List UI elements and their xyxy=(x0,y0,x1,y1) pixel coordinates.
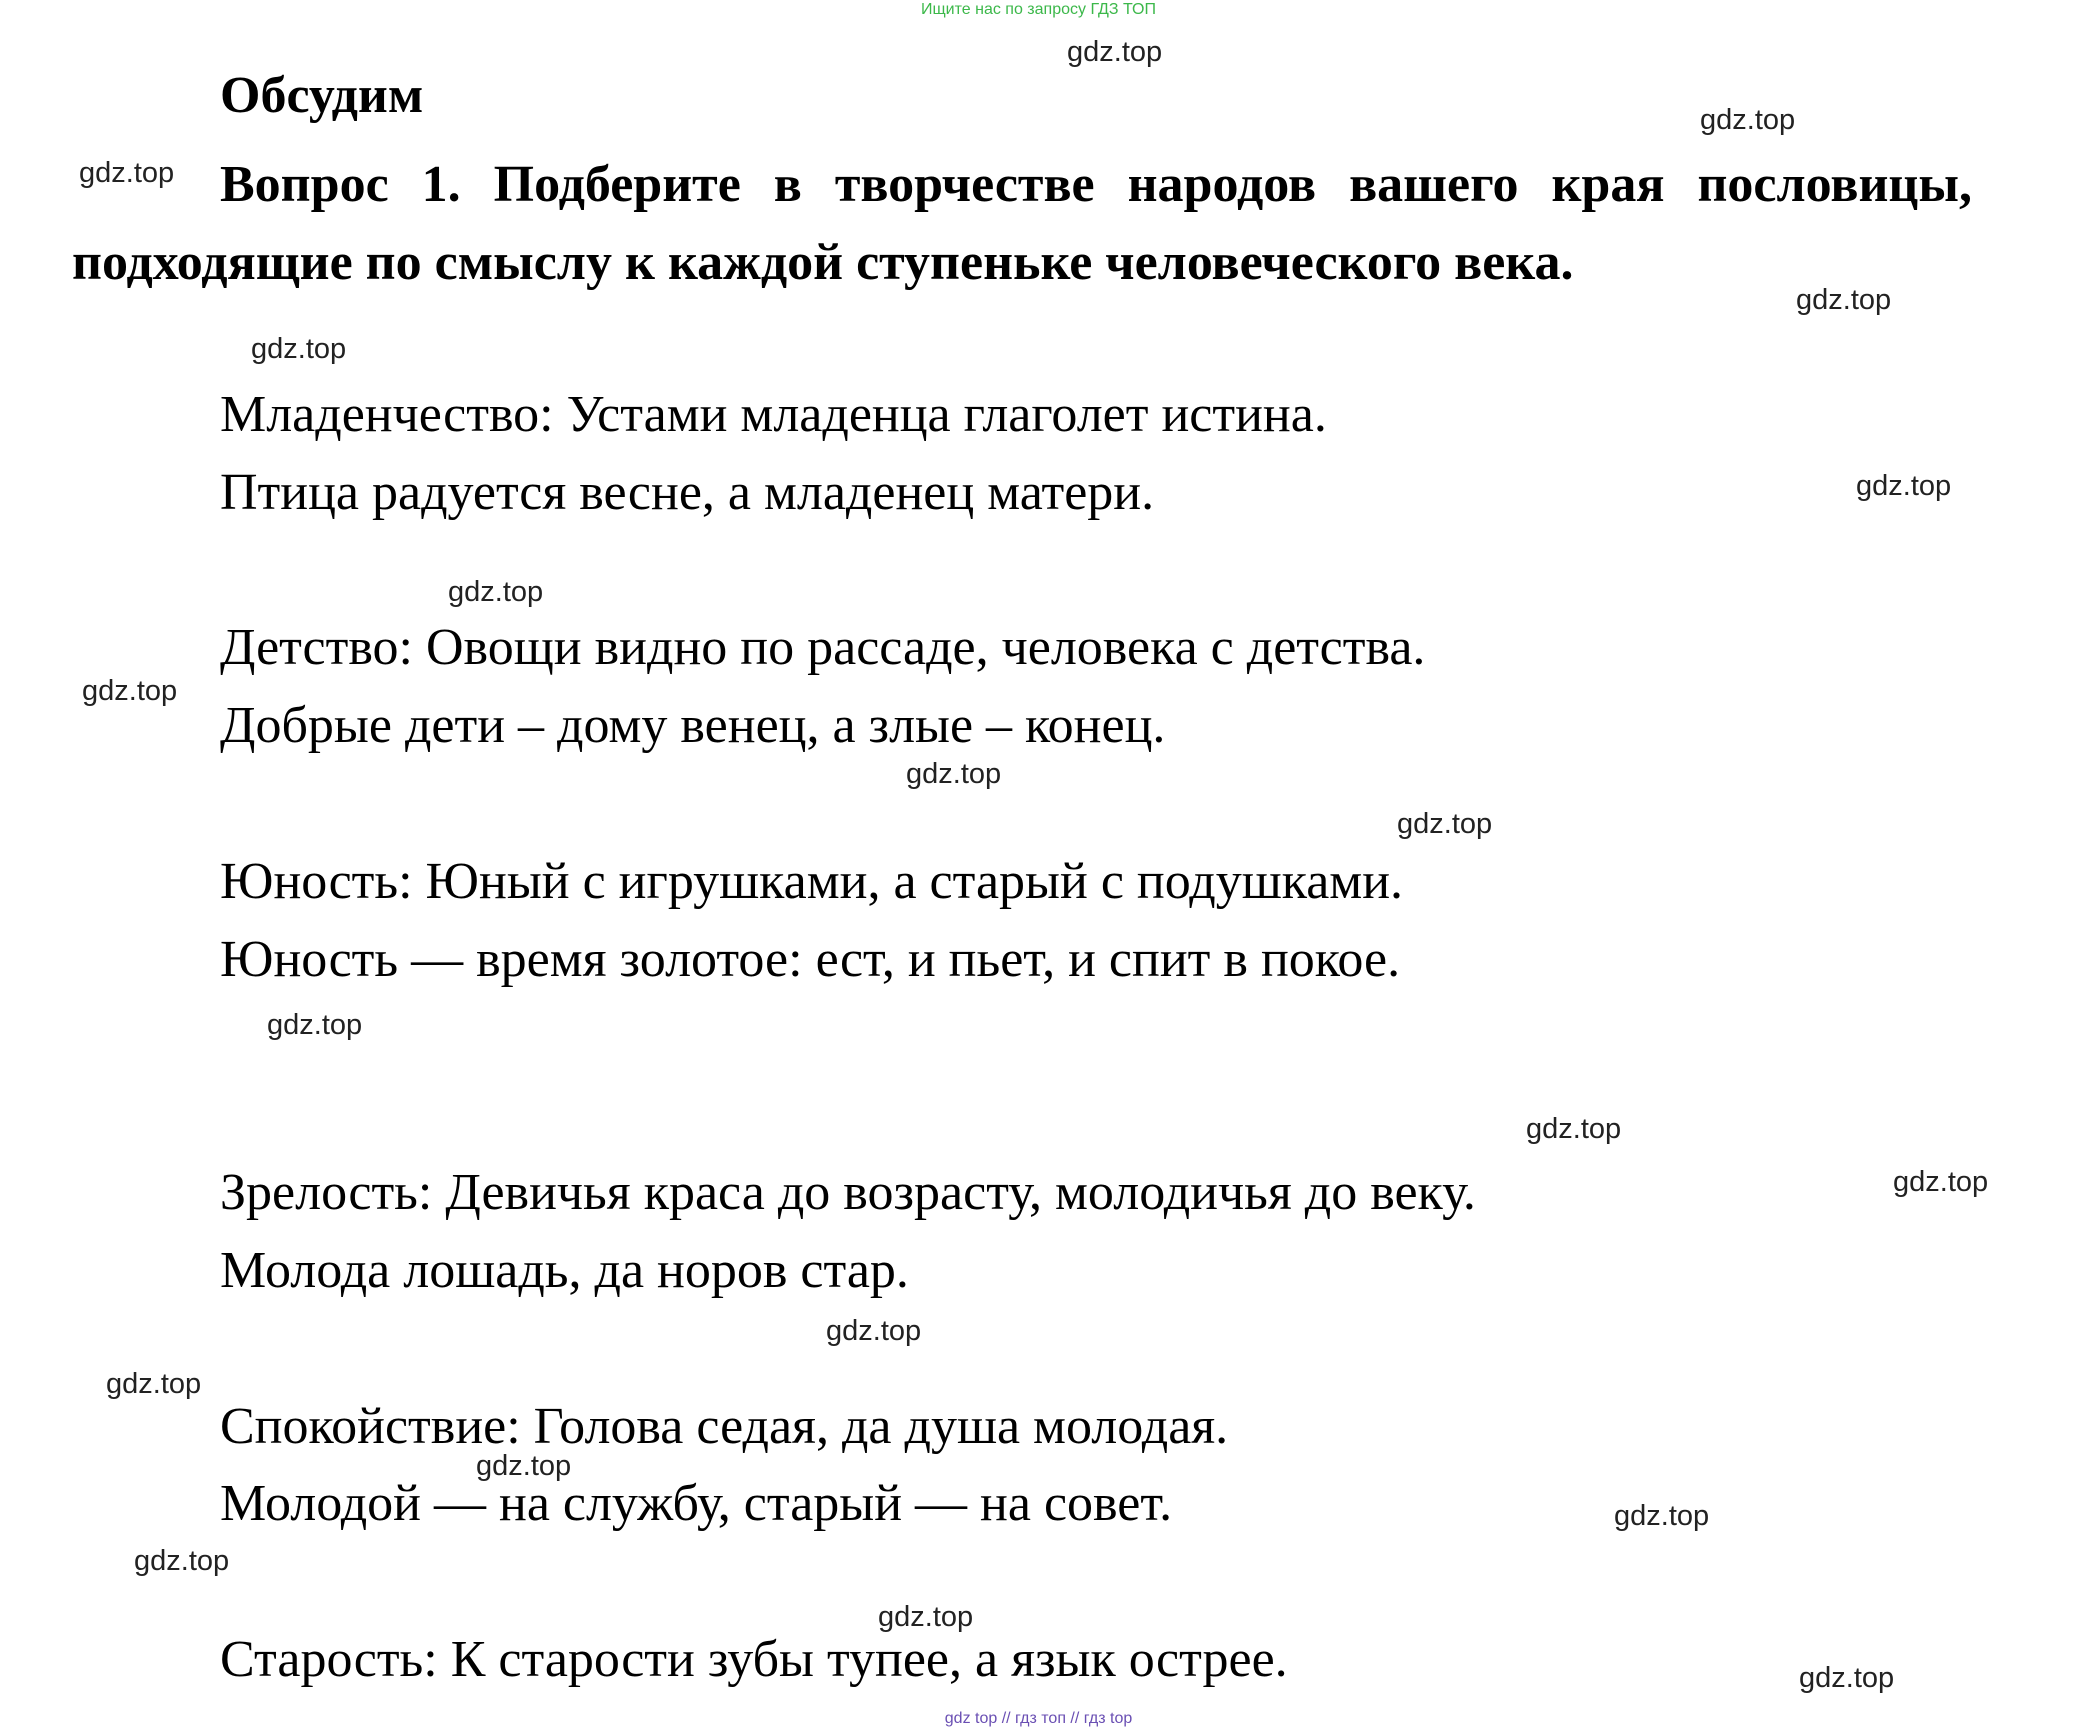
watermark: gdz.top xyxy=(1893,1166,1989,1198)
answer-line: Молодой — на службу, старый — на совет. xyxy=(220,1475,1173,1532)
watermark: gdz.top xyxy=(251,333,347,365)
watermark: gdz.top xyxy=(448,576,544,608)
answer-line: Спокойствие: Голова седая, да душа молодая. xyxy=(220,1398,1229,1455)
bottom-banner: gdz top // гдз топ // гдз top xyxy=(944,1710,1133,1727)
watermark: gdz.top xyxy=(476,1450,572,1482)
watermark: gdz.top xyxy=(1614,1500,1710,1532)
watermark: gdz.top xyxy=(1526,1113,1622,1145)
answer-line: Старость: К старости зубы тупее, а язык острее. xyxy=(220,1631,1288,1688)
answer-line: Зрелость: Девичья краса до возрасту, молодичья до веку. xyxy=(220,1164,1476,1221)
answer-line: Птица радуется весне, а младенец матери. xyxy=(220,464,1155,521)
answer-line: Юность — время золотое: ест, и пьет, и спит в покое. xyxy=(220,931,1401,988)
answer-line: Детство: Овощи видно по рассаде, человека с детства. xyxy=(220,619,1426,676)
watermark: gdz.top xyxy=(878,1601,974,1633)
answer-line: Молода лошадь, да норов стар. xyxy=(220,1242,909,1299)
watermark: gdz.top xyxy=(82,675,178,707)
watermark: gdz.top xyxy=(1796,284,1892,316)
watermark: gdz.top xyxy=(267,1009,363,1041)
answer-line: Юность: Юный с игрушками, а старый с подушками. xyxy=(220,853,1404,910)
answer-line: Младенчество: Устами младенца глаголет истина. xyxy=(220,386,1327,443)
watermark: gdz.top xyxy=(826,1315,922,1347)
watermark: gdz.top xyxy=(1799,1662,1895,1694)
question-text: Вопрос 1. Подберите в творчестве народов вашего края пословицы, подходящие по смыслу к каждой ступеньке человеческого века. xyxy=(72,156,1972,291)
watermark: gdz.top xyxy=(134,1545,230,1577)
answer-line: Добрые дети – дому венец, а злые – конец. xyxy=(220,697,1166,754)
watermark: gdz.top xyxy=(1700,104,1796,136)
watermark: gdz.top xyxy=(106,1368,202,1400)
top-banner: Ищите нас по запросу ГДЗ ТОП xyxy=(921,1,1156,18)
watermark: gdz.top xyxy=(79,157,175,189)
watermark: gdz.top xyxy=(1856,470,1952,502)
section-heading: Обсудим xyxy=(220,67,424,124)
watermark: gdz.top xyxy=(1067,36,1163,68)
watermark: gdz.top xyxy=(906,758,1002,790)
watermark: gdz.top xyxy=(1397,808,1493,840)
